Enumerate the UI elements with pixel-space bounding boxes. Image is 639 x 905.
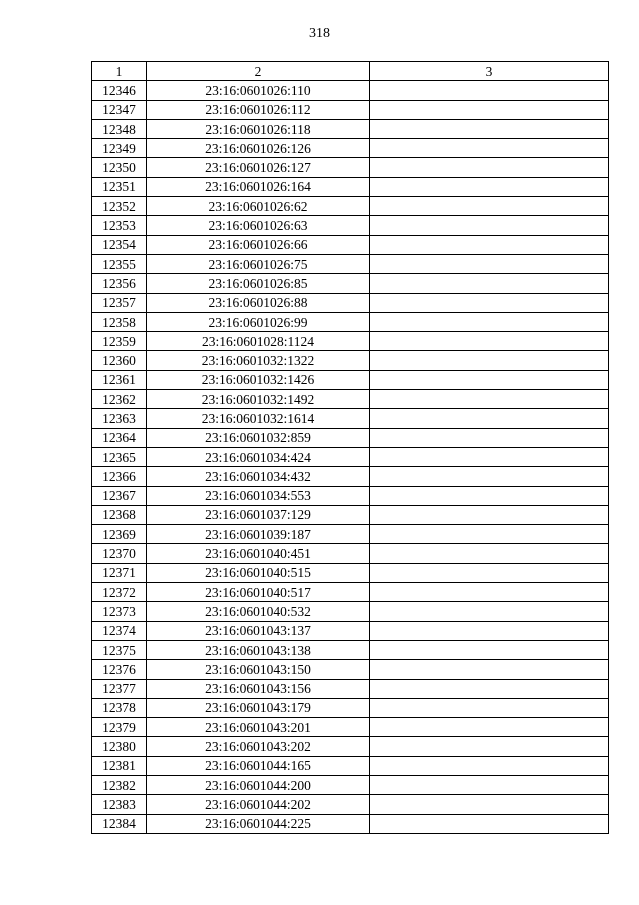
table-cell-col-3 — [370, 293, 609, 312]
table-cell-col-2: 23:16:0601034:424 — [147, 447, 370, 466]
table-cell-col-1: 12352 — [92, 197, 147, 216]
table-row — [92, 544, 609, 563]
table-cell-col-2: 23:16:0601043:138 — [147, 640, 370, 659]
table-cell-col-2: 23:16:0601043:156 — [147, 679, 370, 698]
table-cell-col-2: 23:16:0601028:1124 — [147, 332, 370, 351]
table-cell-col-1: 12358 — [92, 312, 147, 331]
table-cell-col-1: 12363 — [92, 409, 147, 428]
table-cell-col-2: 23:16:0601034:432 — [147, 467, 370, 486]
table-cell-col-1: 12360 — [92, 351, 147, 370]
table-cell-col-3 — [370, 795, 609, 814]
table-cell-col-3 — [370, 660, 609, 679]
table-cell-col-2: 23:16:0601026:66 — [147, 235, 370, 254]
table-cell-col-1: 12356 — [92, 274, 147, 293]
table-cell-col-2: 23:16:0601026:88 — [147, 293, 370, 312]
table-cell-col-2: 23:16:0601032:1322 — [147, 351, 370, 370]
table-cell-col-2: 23:16:0601032:859 — [147, 428, 370, 447]
table-cell-col-2: 23:16:0601026:99 — [147, 312, 370, 331]
table-cell-col-2: 23:16:0601026:110 — [147, 81, 370, 100]
column-header-3: 3 — [370, 62, 609, 81]
table-cell-col-2: 23:16:0601026:75 — [147, 254, 370, 273]
table-row — [92, 640, 609, 659]
table-cell-col-1: 12355 — [92, 254, 147, 273]
table-row — [92, 583, 609, 602]
table-row — [92, 100, 609, 119]
table-row — [92, 216, 609, 235]
table-cell-col-1: 12362 — [92, 390, 147, 409]
table-row — [92, 447, 609, 466]
table-cell-col-2: 23:16:0601026:62 — [147, 197, 370, 216]
table-cell-col-1: 12353 — [92, 216, 147, 235]
table-cell-col-3 — [370, 158, 609, 177]
table-cell-col-1: 12373 — [92, 602, 147, 621]
table-cell-col-3 — [370, 814, 609, 833]
table-cell-col-3 — [370, 447, 609, 466]
table-cell-col-3 — [370, 698, 609, 717]
table-cell-col-3 — [370, 332, 609, 351]
table-cell-col-1: 12381 — [92, 756, 147, 775]
table-cell-col-3 — [370, 563, 609, 582]
table-cell-col-2: 23:16:0601026:85 — [147, 274, 370, 293]
table-body — [92, 81, 609, 834]
table-row — [92, 428, 609, 447]
table-cell-col-2: 23:16:0601040:451 — [147, 544, 370, 563]
table-cell-col-1: 12371 — [92, 563, 147, 582]
table-row — [92, 409, 609, 428]
table-row — [92, 312, 609, 331]
table-cell-col-3 — [370, 621, 609, 640]
table-cell-col-3 — [370, 428, 609, 447]
table-row — [92, 197, 609, 216]
table-row — [92, 139, 609, 158]
table-row — [92, 814, 609, 833]
table-cell-col-3 — [370, 505, 609, 524]
table-cell-col-1: 12377 — [92, 679, 147, 698]
table-cell-col-1: 12359 — [92, 332, 147, 351]
table-cell-col-2: 23:16:0601043:202 — [147, 737, 370, 756]
table-row — [92, 390, 609, 409]
table-row — [92, 505, 609, 524]
table-row — [92, 177, 609, 196]
table-cell-col-3 — [370, 274, 609, 293]
table-cell-col-3 — [370, 100, 609, 119]
page-number: 318 — [309, 26, 330, 41]
table-row — [92, 602, 609, 621]
table-row — [92, 775, 609, 794]
table-cell-col-2: 23:16:0601026:112 — [147, 100, 370, 119]
table-header-row — [92, 62, 609, 81]
table-row — [92, 332, 609, 351]
table-cell-col-2: 23:16:0601026:126 — [147, 139, 370, 158]
table-cell-col-2: 23:16:0601043:201 — [147, 718, 370, 737]
table-row — [92, 351, 609, 370]
column-header-2: 2 — [147, 62, 370, 81]
table-cell-col-2: 23:16:0601039:187 — [147, 525, 370, 544]
table-row — [92, 698, 609, 717]
table-row — [92, 718, 609, 737]
column-header-1: 1 — [92, 62, 147, 81]
table-cell-col-3 — [370, 525, 609, 544]
table-cell-col-1: 12354 — [92, 235, 147, 254]
table-cell-col-3 — [370, 351, 609, 370]
table-cell-col-3 — [370, 119, 609, 138]
table-cell-col-3 — [370, 679, 609, 698]
table-cell-col-3 — [370, 640, 609, 659]
table-row — [92, 756, 609, 775]
table-cell-col-1: 12383 — [92, 795, 147, 814]
table-cell-col-3 — [370, 235, 609, 254]
table-row — [92, 737, 609, 756]
table-cell-col-3 — [370, 583, 609, 602]
table-cell-col-2: 23:16:0601037:129 — [147, 505, 370, 524]
table-cell-col-1: 12357 — [92, 293, 147, 312]
table-cell-col-3 — [370, 197, 609, 216]
table-cell-col-3 — [370, 602, 609, 621]
table-cell-col-1: 12346 — [92, 81, 147, 100]
table-cell-col-3 — [370, 81, 609, 100]
table-cell-col-3 — [370, 718, 609, 737]
table-cell-col-2: 23:16:0601044:200 — [147, 775, 370, 794]
table-cell-col-3 — [370, 370, 609, 389]
table-cell-col-2: 23:16:0601034:553 — [147, 486, 370, 505]
table-cell-col-3 — [370, 467, 609, 486]
table-cell-col-1: 12347 — [92, 100, 147, 119]
table-cell-col-2: 23:16:0601043:179 — [147, 698, 370, 717]
table-cell-col-3 — [370, 544, 609, 563]
table-cell-col-2: 23:16:0601026:63 — [147, 216, 370, 235]
table-cell-col-3 — [370, 254, 609, 273]
table-cell-col-2: 23:16:0601032:1426 — [147, 370, 370, 389]
table-cell-col-1: 12380 — [92, 737, 147, 756]
table-row — [92, 486, 609, 505]
table-cell-col-1: 12369 — [92, 525, 147, 544]
table-cell-col-1: 12382 — [92, 775, 147, 794]
table-cell-col-2: 23:16:0601044:202 — [147, 795, 370, 814]
table-cell-col-3 — [370, 486, 609, 505]
table-cell-col-1: 12370 — [92, 544, 147, 563]
table-row — [92, 293, 609, 312]
table-cell-col-1: 12384 — [92, 814, 147, 833]
table-cell-col-3 — [370, 390, 609, 409]
table-cell-col-2: 23:16:0601043:150 — [147, 660, 370, 679]
table-cell-col-1: 12378 — [92, 698, 147, 717]
table-cell-col-2: 23:16:0601043:137 — [147, 621, 370, 640]
table-cell-col-2: 23:16:0601026:118 — [147, 119, 370, 138]
table-cell-col-3 — [370, 775, 609, 794]
table-row — [92, 158, 609, 177]
table-cell-col-2: 23:16:0601032:1492 — [147, 390, 370, 409]
table-cell-col-2: 23:16:0601032:1614 — [147, 409, 370, 428]
table-cell-col-3 — [370, 737, 609, 756]
table-cell-col-3 — [370, 216, 609, 235]
table-cell-col-1: 12365 — [92, 447, 147, 466]
table-row — [92, 254, 609, 273]
table-row — [92, 370, 609, 389]
table-cell-col-3 — [370, 756, 609, 775]
table-row — [92, 660, 609, 679]
table-cell-col-3 — [370, 139, 609, 158]
table-row — [92, 119, 609, 138]
table-cell-col-2: 23:16:0601044:225 — [147, 814, 370, 833]
table-cell-col-1: 12364 — [92, 428, 147, 447]
table-cell-col-3 — [370, 177, 609, 196]
data-table — [91, 61, 609, 834]
table-cell-col-1: 12349 — [92, 139, 147, 158]
table-cell-col-1: 12374 — [92, 621, 147, 640]
table-row — [92, 679, 609, 698]
table-cell-col-1: 12350 — [92, 158, 147, 177]
table-cell-col-2: 23:16:0601040:517 — [147, 583, 370, 602]
table-cell-col-2: 23:16:0601026:164 — [147, 177, 370, 196]
table-cell-col-1: 12348 — [92, 119, 147, 138]
table-cell-col-1: 12366 — [92, 467, 147, 486]
table-row — [92, 525, 609, 544]
table-row — [92, 235, 609, 254]
table-cell-col-2: 23:16:0601040:532 — [147, 602, 370, 621]
table-row — [92, 467, 609, 486]
table-cell-col-1: 12379 — [92, 718, 147, 737]
table-cell-col-1: 12368 — [92, 505, 147, 524]
table-cell-col-2: 23:16:0601044:165 — [147, 756, 370, 775]
table-cell-col-3 — [370, 312, 609, 331]
table-cell-col-1: 12375 — [92, 640, 147, 659]
table-cell-col-1: 12361 — [92, 370, 147, 389]
table-cell-col-1: 12372 — [92, 583, 147, 602]
table-cell-col-1: 12367 — [92, 486, 147, 505]
table-row — [92, 563, 609, 582]
table-cell-col-3 — [370, 409, 609, 428]
table-row — [92, 795, 609, 814]
table-row — [92, 81, 609, 100]
table-cell-col-2: 23:16:0601040:515 — [147, 563, 370, 582]
table-row — [92, 621, 609, 640]
table-cell-col-1: 12376 — [92, 660, 147, 679]
table-cell-col-2: 23:16:0601026:127 — [147, 158, 370, 177]
table-row — [92, 274, 609, 293]
table-cell-col-1: 12351 — [92, 177, 147, 196]
